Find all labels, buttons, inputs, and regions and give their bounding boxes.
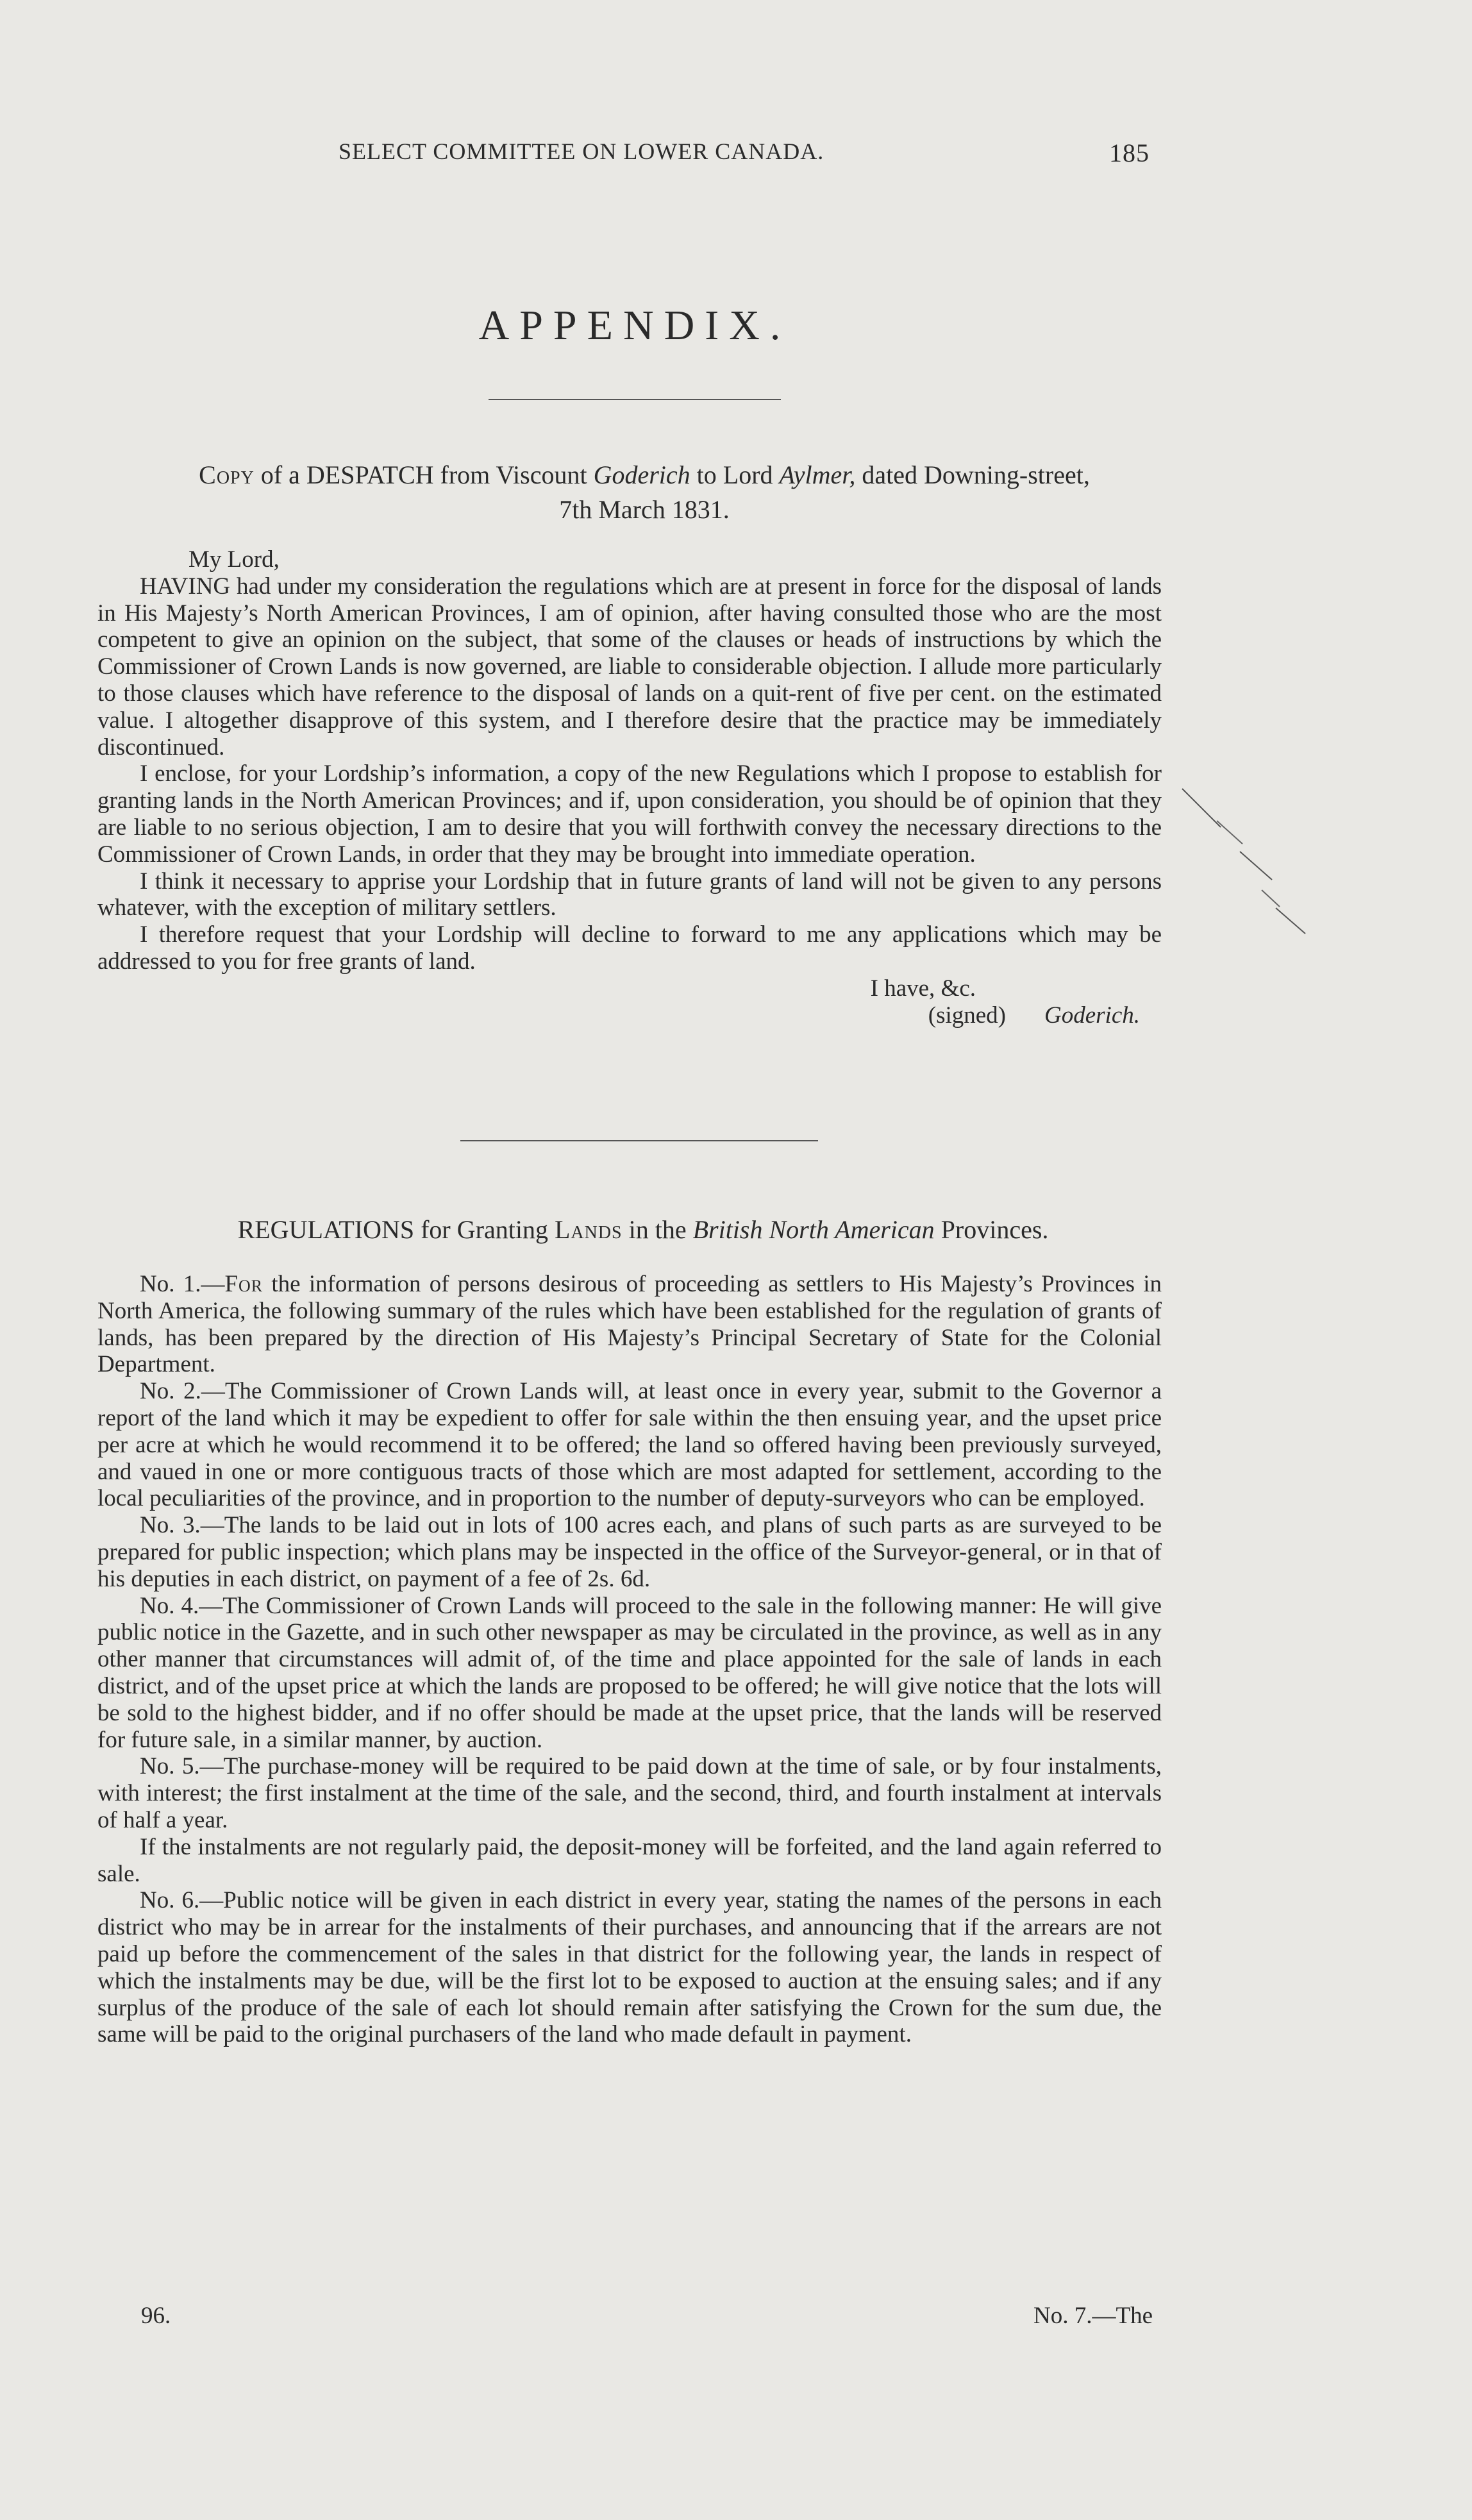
caption-date: 7th March 1831. bbox=[559, 495, 730, 524]
signature-mark: 96. bbox=[141, 2303, 171, 2329]
page-number: 185 bbox=[1109, 139, 1150, 167]
regulation-text: If the instalments are not regularly paid, the deposit-money will be forfeited, and the land again referred to sale. bbox=[97, 1833, 1162, 1887]
despatch-paragraph: HAVING had under my consideration the regulations which are at present in force for the disposal of lands in His Majesty’s North American Provinces, I am of opinion, after having consulted those who are the most competent to give an opinion on the subject, that some of the clauses or heads of instructions by which the Commissioner of Crown Lands is now governed, are liable to considerable objection. I allude more particularly to those clauses which have reference to the disposal of lands on a quit-rent of five per cent. on the estimated value. I altogether disapprove of this system, and I therefore desire that the practice may be immediately discontinued. bbox=[97, 573, 1162, 760]
regulation-item bbox=[97, 1512, 1162, 1592]
regulations-title-in: in the bbox=[622, 1215, 693, 1244]
despatch-body bbox=[97, 546, 1162, 1029]
caption-sender: Goderich bbox=[593, 460, 690, 489]
despatch-paragraph: I think it necessary to apprise your Lordship that in future grants of land will not be given to any persons whatever, with the exception of military settlers. bbox=[97, 868, 1162, 921]
divider bbox=[460, 1140, 818, 1141]
margin-pencil-marks bbox=[1167, 782, 1359, 949]
despatch-caption bbox=[115, 458, 1173, 527]
regulations-title-british: British North American bbox=[692, 1215, 935, 1244]
caption-of-a: of a DESPATCH from Viscount bbox=[254, 460, 594, 489]
despatch-paragraph: I therefore request that your Lordship will decline to forward to me any applications which may be addressed to you for free grants of land. bbox=[97, 921, 1162, 975]
regulation-number: No. 5.— bbox=[140, 1753, 224, 1780]
regulation-item bbox=[97, 1378, 1162, 1512]
regulation-item bbox=[97, 1887, 1162, 2048]
catchword: No. 7.—The bbox=[1033, 2303, 1153, 2329]
regulation-text: Public notice will be given in each district in every year, stating the names of the persons in each district who may be in arrear for the instalments of their purchases, and announcing that if the arrears are not paid up before the commencement of the sales in that district for the following year, the lands in respect of which the instalments may be due, will be the first lot to be exposed to auction at the ensuing sales; and if any surplus of the produce of the sale of each lot should remain after satisfying the Crown for the sum due, the same will be paid to the original purchasers of the land who made default in payment. bbox=[97, 1887, 1162, 2048]
regulation-number: No. 1.— bbox=[140, 1271, 225, 1297]
regulation-item bbox=[97, 1834, 1162, 1888]
appendix-heading: APPENDIX. bbox=[478, 302, 791, 349]
regulations-title bbox=[0, 1214, 1286, 1245]
running-title: SELECT COMMITTEE ON LOWER CANADA. bbox=[339, 139, 824, 164]
caption-to-text: to Lord bbox=[690, 460, 780, 489]
regulations-title-prefix: REGULATIONS for Granting bbox=[237, 1215, 555, 1244]
despatch-paragraph: I enclose, for your Lordship’s information, a copy of the new Regulations which I propose to establish for granting lands in the North American Provinces; and if, upon consideration, you should be of opinion that they are liable to no serious objection, I am to desire that you will forthwith convey the necessary directions to the Commissioner of Crown Lands, in order that they may be brought into immediate operation. bbox=[97, 760, 1162, 868]
regulation-number: No. 6.— bbox=[140, 1887, 224, 1914]
signature-line bbox=[97, 1002, 1162, 1029]
regulation-text: the information of persons desirous of proceeding as settlers to His Majesty’s Provinces in North America, the following summary of the rules which have been established for the regulation of grants of lands, has been prepared by the direction of His Majesty’s Principal Secretary of State for the Colonial Department. bbox=[97, 1271, 1162, 1378]
regulation-lead: For bbox=[224, 1271, 263, 1297]
caption-recipient: Aylmer, bbox=[779, 460, 856, 489]
regulation-text: The purchase-money will be required to be paid down at the time of sale, or by four instalments, with interest; the first instalment at the time of the sale, and the second, third, and fourth instalment at intervals of half a year. bbox=[97, 1753, 1162, 1833]
regulation-item bbox=[97, 1753, 1162, 1833]
regulation-number: No. 4.— bbox=[140, 1592, 223, 1619]
caption-dated: dated Downing-street, bbox=[855, 460, 1090, 489]
regulation-text: The Commissioner of Crown Lands will proceed to the sale in the following manner: He will give public notice in the Gazette, and in such other newspaper as may be circulated in the province, as well as in any other manner that circumstances will admit of, of the time and place appointed for the sale of lands in each district, and of the upset price at which the lands are proposed to be offered; he will give notice that the lots will be sold to the highest bidder, and if no offer should be made at the upset price, that the lands will be reserved for future sale, in a similar manner, by auction. bbox=[97, 1592, 1162, 1753]
signature: Goderich. bbox=[1044, 1002, 1140, 1029]
regulation-text: The lands to be laid out in lots of 100 acres each, and plans of such parts as are surveyed to be prepared for public inspection; which plans may be inspected in the office of the Surveyor-general, or in that of his deputies in each district, on payment of a fee of 2s. 6d. bbox=[97, 1512, 1162, 1592]
divider bbox=[489, 399, 781, 400]
regulations-title-lands: Lands bbox=[554, 1215, 623, 1244]
regulation-item bbox=[97, 1271, 1162, 1378]
salutation: My Lord, bbox=[188, 546, 280, 573]
regulation-number: No. 2.— bbox=[140, 1378, 225, 1405]
regulation-text: The Commissioner of Crown Lands will, at least once in every year, submit to the Governor a report of the land which it may be expedient to offer for sale within the then ensuing year, and the upset price per acre at which he would recommend it to be offered; the land so offered having been previously surveyed, and vaued in one or more contiguous tracts of those which are most adapted for settlement, according to the local peculiarities of the province, and in proportion to the number of deputy-surveyors who can be employed. bbox=[97, 1378, 1162, 1512]
regulation-number: No. 3.— bbox=[140, 1512, 224, 1539]
regulations-title-provinces: Provinces. bbox=[934, 1215, 1049, 1244]
closing: I have, &c. bbox=[870, 975, 976, 1002]
regulations-body bbox=[97, 1271, 1162, 2048]
caption-copy: Copy bbox=[199, 460, 255, 489]
signed-label: (signed) bbox=[928, 1002, 1006, 1029]
regulation-item bbox=[97, 1593, 1162, 1754]
